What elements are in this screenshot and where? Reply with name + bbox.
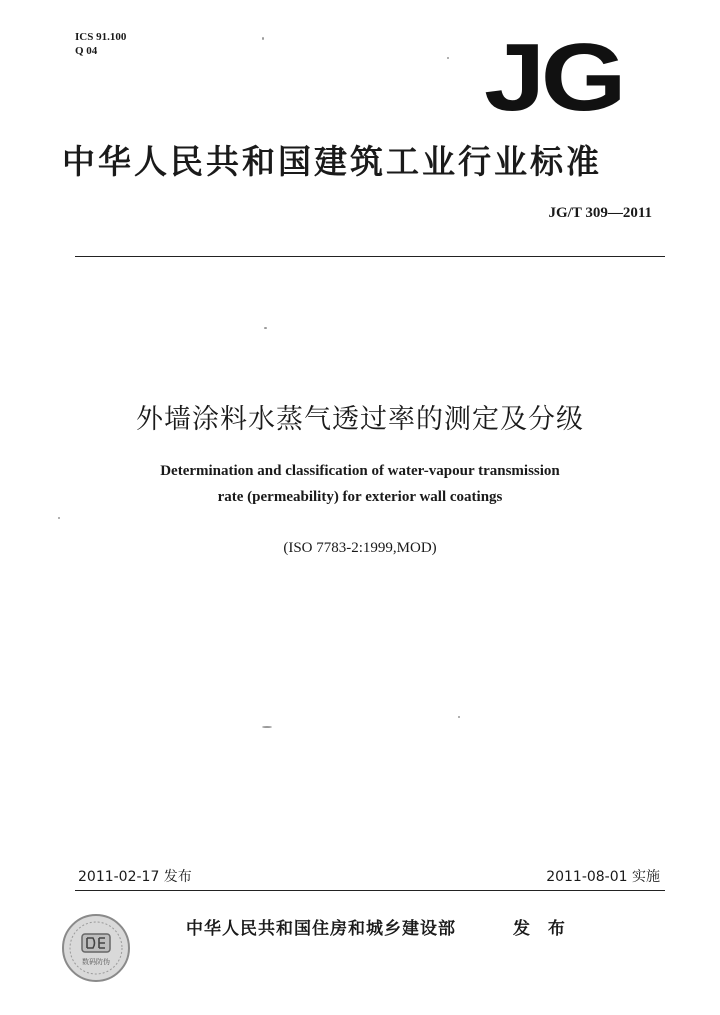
publish-verb: 发 布 xyxy=(513,919,571,939)
scan-speck xyxy=(447,57,449,59)
scan-speck xyxy=(264,327,267,329)
publisher-name: 中华人民共和国住房和城乡建设部 xyxy=(186,919,456,939)
seal-text: 数码防伪 xyxy=(82,958,110,966)
english-title-line-1: Determination and classification of water-vapour transmission xyxy=(160,463,560,479)
standard-category-title: 中华人民共和国建筑工业行业标准 xyxy=(62,142,602,181)
header-divider xyxy=(75,256,665,257)
issue-date: 2011-02-17 发布 xyxy=(78,869,192,885)
english-title-line-2: rate (permeability) for exterior wall coatings xyxy=(217,489,503,505)
ics-code: ICS 91.100 xyxy=(75,31,127,43)
standard-code: JG/T 309—2011 xyxy=(548,205,652,221)
scan-speck xyxy=(262,726,272,728)
iso-reference: (ISO 7783-2:1999,MOD) xyxy=(283,540,437,556)
ccs-code: Q 04 xyxy=(75,45,98,57)
scan-speck xyxy=(58,517,60,519)
english-title xyxy=(0,458,720,510)
scan-speck xyxy=(458,716,460,718)
anti-counterfeit-seal-icon xyxy=(60,912,132,984)
classification-codes xyxy=(75,30,126,58)
scan-speck xyxy=(262,37,264,40)
jg-logo: JG xyxy=(484,24,623,131)
implementation-date: 2011-08-01 实施 xyxy=(546,869,660,885)
chinese-title: 外墙涂料水蒸气透过率的测定及分级 xyxy=(136,404,584,435)
footer-divider xyxy=(75,890,665,891)
